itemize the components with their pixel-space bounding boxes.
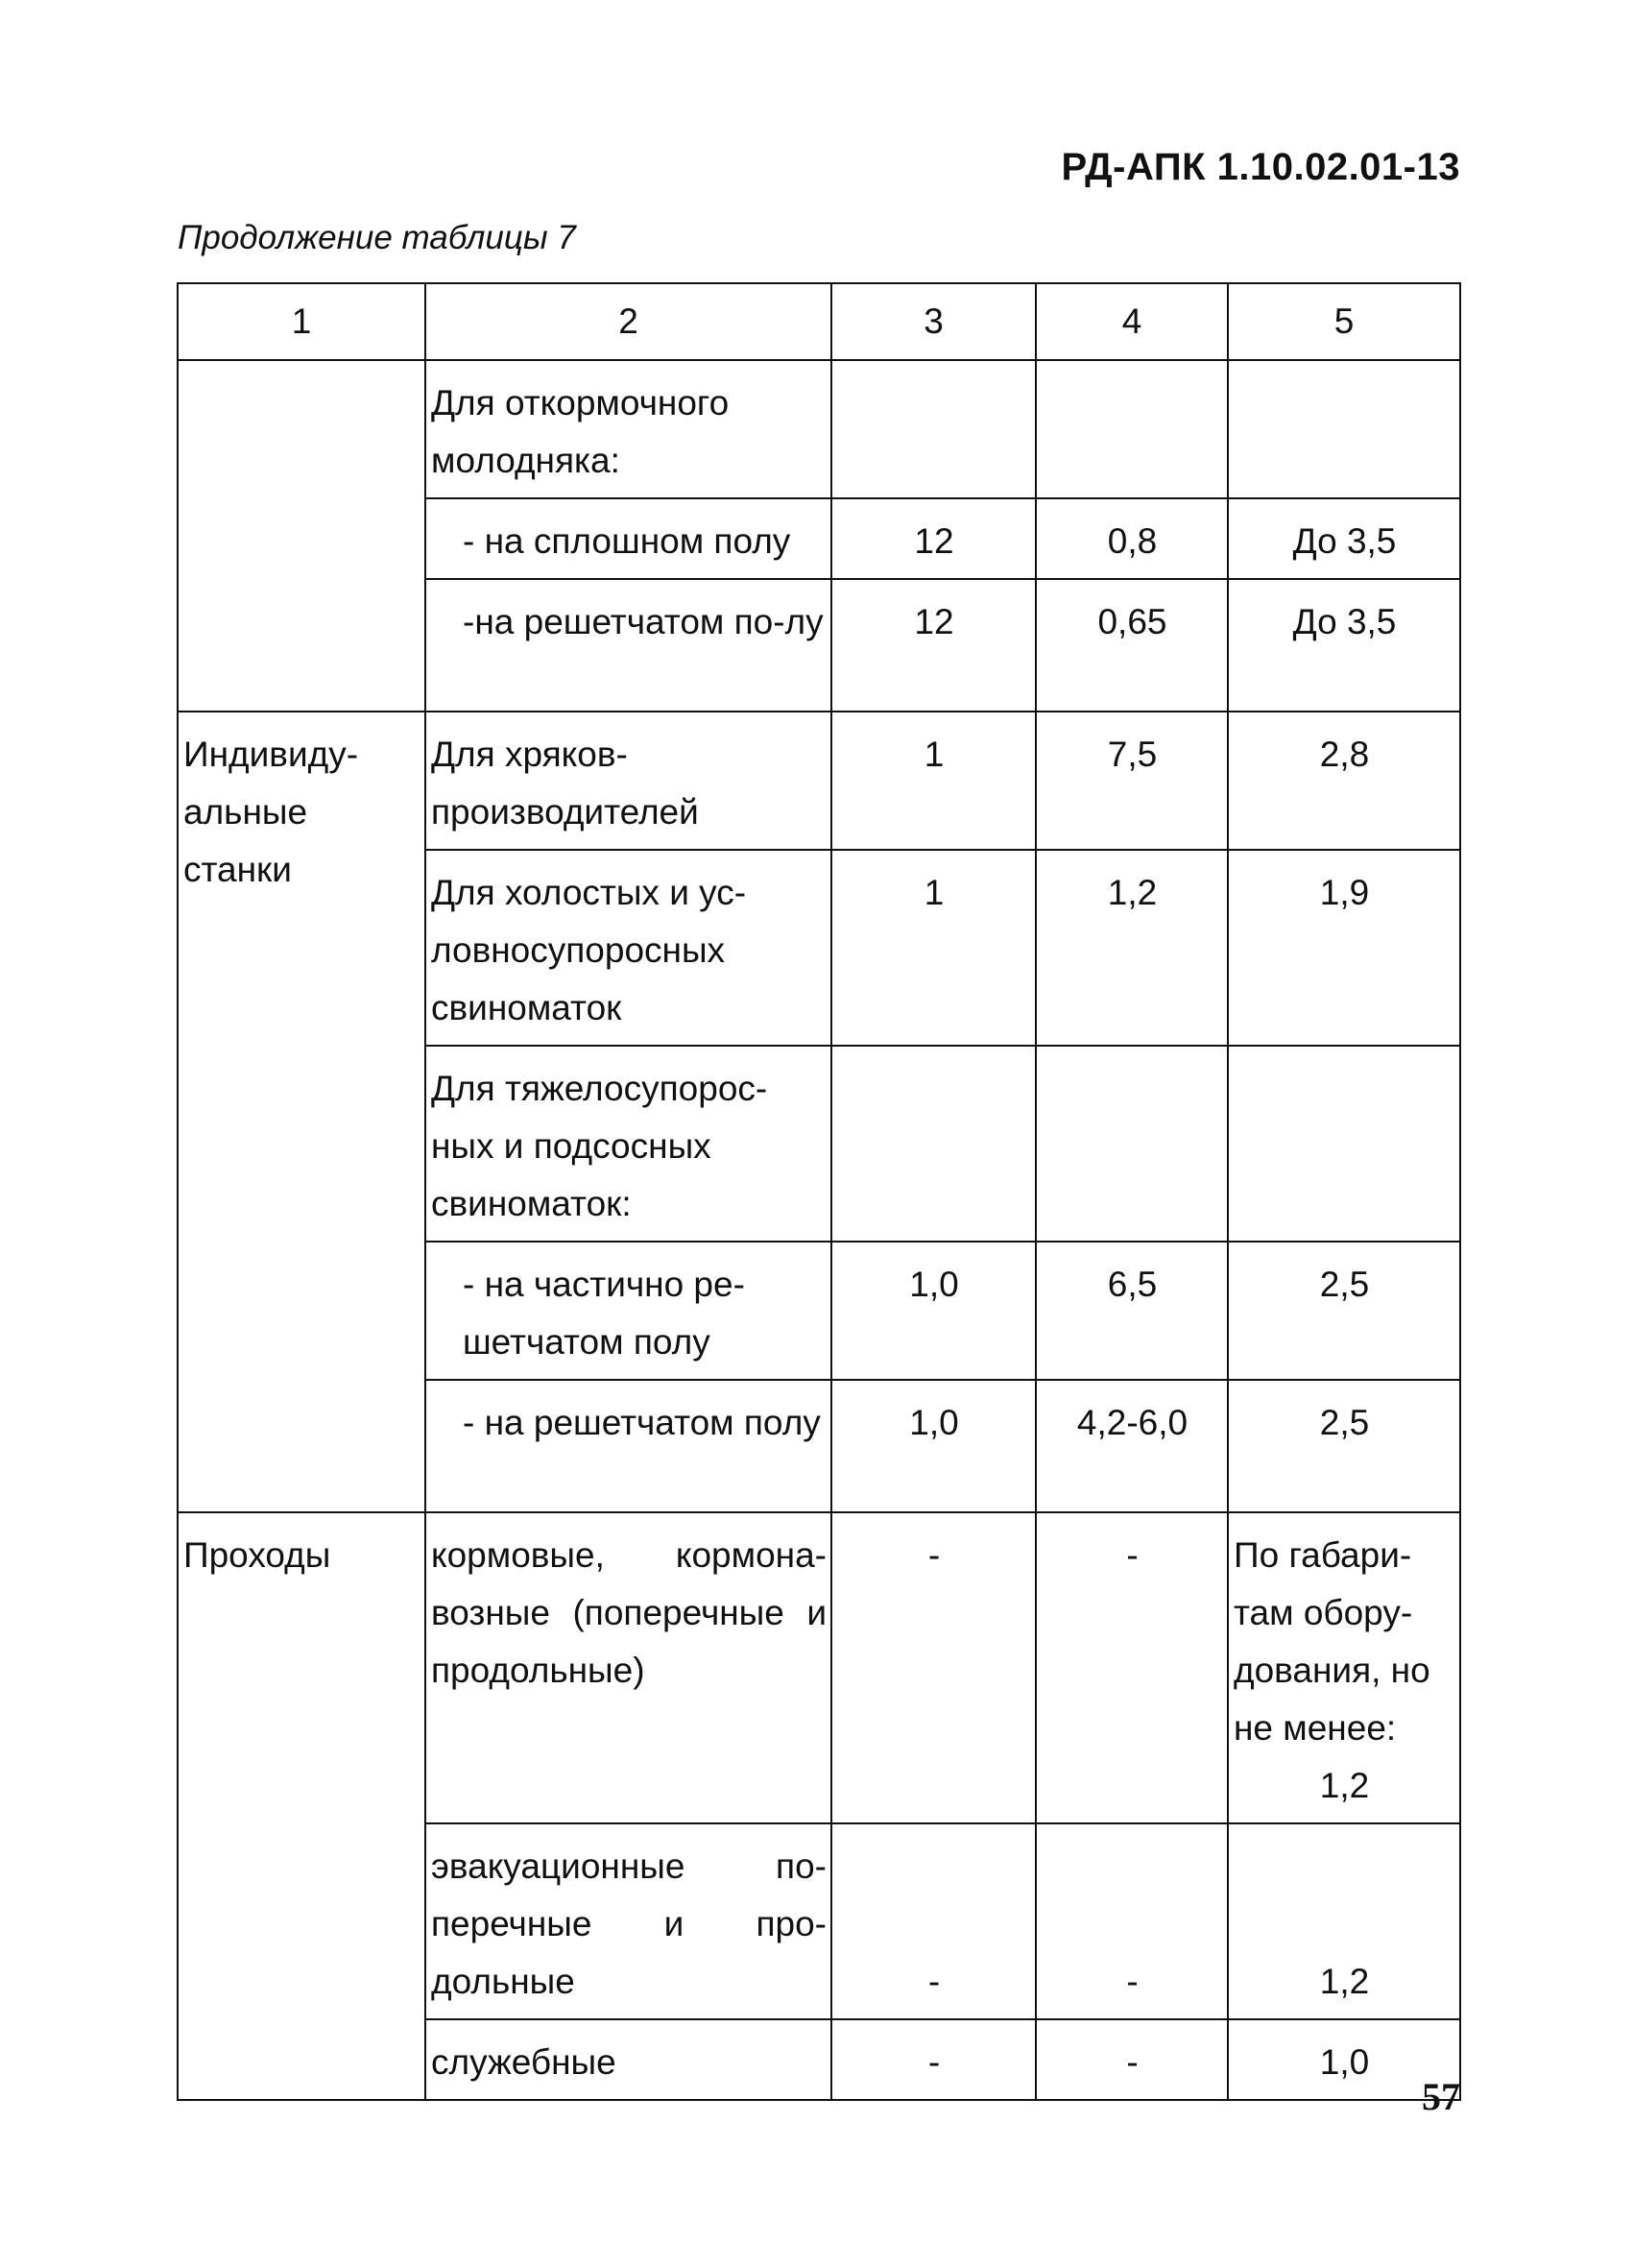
value-cell [1228, 1046, 1460, 1242]
data-table [177, 282, 1461, 2101]
value-cell: 1,0 [831, 1242, 1036, 1380]
column-number: 5 [1228, 283, 1460, 360]
value-cell: 4,2-6,0 [1036, 1380, 1228, 1512]
column-number: 2 [425, 283, 831, 360]
group-cell-empty [178, 360, 425, 712]
document-code: РД-АПК 1.10.02.01-13 [1061, 146, 1460, 188]
value-cell [1228, 360, 1460, 498]
table-row [178, 360, 1460, 498]
value-cell: 6,5 [1036, 1242, 1228, 1380]
value-cell: - [1036, 1512, 1228, 1823]
description-cell: Для хряков-производителей [425, 712, 831, 850]
value-cell: 1,2 [1228, 1823, 1460, 2019]
value-cell: 1,2 [1036, 850, 1228, 1046]
value-cell: 1,9 [1228, 850, 1460, 1046]
description-cell: Для откормочного молодняка: [425, 360, 831, 498]
column-number: 3 [831, 283, 1036, 360]
description-cell: -на решетчатом по-лу [425, 579, 831, 712]
value-cell: 2,5 [1228, 1242, 1460, 1380]
value-cell [1036, 360, 1228, 498]
value-cell: 1,0 [831, 1380, 1036, 1512]
table-header-row [178, 283, 1460, 360]
value-number: 1,2 [1319, 1766, 1370, 1805]
value-cell [1036, 1046, 1228, 1242]
value-note: По габари-там обору-дования, но не менее: [1234, 1535, 1430, 1748]
value-cell [831, 360, 1036, 498]
value-cell: 0,8 [1036, 498, 1228, 579]
description-cell: Для тяжелосупорос-ных и подсосных свиноматок: [425, 1046, 831, 1242]
description-cell: кормовые, кормона-возные (поперечные и продольные) [425, 1512, 831, 1823]
value-cell: 1 [831, 850, 1036, 1046]
table-row [178, 712, 1460, 850]
value-cell: 0,65 [1036, 579, 1228, 712]
description-cell: - на частично ре-шетчатом полу [425, 1242, 831, 1380]
description-cell: - на решетчатом полу [425, 1380, 831, 1512]
value-cell: До 3,5 [1228, 498, 1460, 579]
value-cell: - [831, 1512, 1036, 1823]
value-cell: 12 [831, 579, 1036, 712]
value-cell: 12 [831, 498, 1036, 579]
table-row [178, 1512, 1460, 1823]
column-number: 4 [1036, 283, 1228, 360]
description-cell: эвакуационные по-перечные и про-дольные [425, 1823, 831, 2019]
value-cell [1228, 1512, 1460, 1823]
value-cell [831, 1046, 1036, 1242]
table-caption: Продолжение таблицы 7 [178, 219, 576, 256]
value-cell: 2,8 [1228, 712, 1460, 850]
value-cell: - [1036, 1823, 1228, 2019]
value-cell: 7,5 [1036, 712, 1228, 850]
value-cell: До 3,5 [1228, 579, 1460, 712]
value-cell: 1 [831, 712, 1036, 850]
description-cell: Для холостых и ус-ловносупоросных свиноматок [425, 850, 831, 1046]
value-cell: - [831, 2019, 1036, 2100]
description-cell: служебные [425, 2019, 831, 2100]
group-cell: Индивиду-альные станки [178, 712, 425, 1512]
value-cell: - [831, 1823, 1036, 2019]
group-cell: Проходы [178, 1512, 425, 2100]
value-cell: 1,0 [1228, 2019, 1460, 2100]
description-cell: - на сплошном полу [425, 498, 831, 579]
page-number: 57 [1422, 2075, 1460, 2118]
column-number: 1 [178, 283, 425, 360]
value-cell: - [1036, 2019, 1228, 2100]
value-cell: 2,5 [1228, 1380, 1460, 1512]
